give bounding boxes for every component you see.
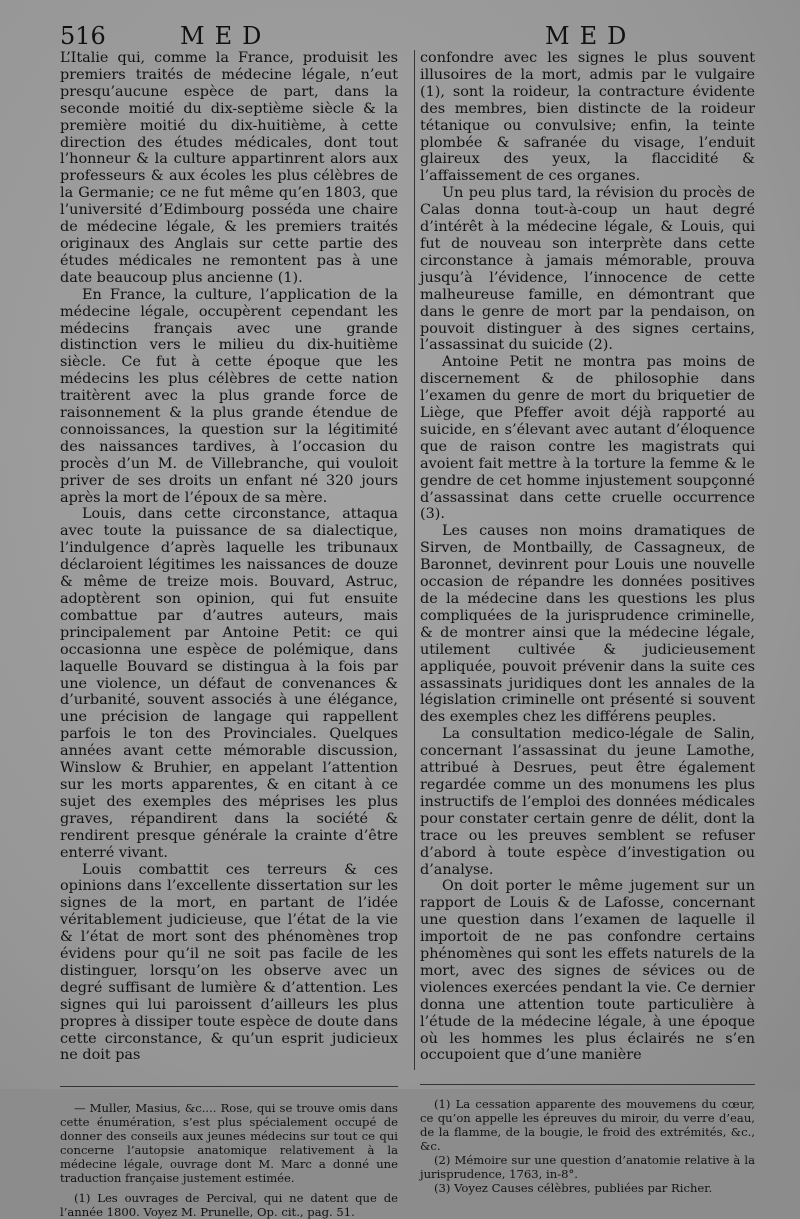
paragraph: En France, la culture, l’application de la médecine légale, occupèrent cependant les médecins français avec une grande distinction vers le milieu du dix-huitième siècle. Ce fut à cette époque que les médecins les plus célèbres de cette nation traitèrent avec la plus grande force de raisonnement & la plus grande étendue de connoissances, la question sur la légitimité des naissances tardives, à l’occasion du procès d’un M. de Villebranche, qui vouloit priver de ses droits un enfant né 320 jours après la mort de l’époux de sa mère. bbox=[60, 286, 398, 506]
page-number: 516 bbox=[60, 22, 106, 50]
footnote: (2) Mémoire sur une question d’anatomie relative à la jurisprudence, 1763, in-8°. bbox=[420, 1153, 755, 1182]
paragraph: On doit porter le même jugement sur un rapport de Louis & de Lafosse, concernant une question dans l’examen de laquelle il importoit de ne pas confondre certains phénomènes qui sont les effets naturels de la mort, avec des signes de sévices ou de violences exercées pendant la vie. Ce dernier donna une attention toute particulière à l’étude de la médecine légale, à une époque où les hommes les plus éclairés ne s’en occupoient que d’une manière bbox=[420, 878, 755, 1064]
paragraph: Un peu plus tard, la révision du procès de Calas donna tout-à-coup un haut degré d’intérêt à la médecine légale, & Louis, qui fut de nouveau son interprète dans cette circonstance à jamais mémorable, prouva jusqu’à l’évidence, l’innocence de cette malheureuse famille, en démontrant que dans le genre de mort par la pendaison, on pouvoit distinguer à des signes certains, l’assassinat du suicide (2). bbox=[420, 185, 755, 354]
paragraph: Louis combattit ces terreurs & ces opinions dans l’excellente dissertation sur les signes de la mort, en partant de l’idée véritablement judicieuse, que l’état de la vie & l’état de mort sont des phénomènes trop évidens pour qu’il ne soit pas facile de les distinguer, lorsqu’on les observe avec un degré suffisant de lumière & d’attention. Les signes qui lui paroissent d’ailleurs les plus propres à dissiper toute espèce de doute dans cette circonstance, & qu’un esprit judicieux ne doit pas bbox=[60, 861, 398, 1064]
column-divider bbox=[414, 50, 415, 1070]
footnote: — Muller, Masius, &c.... Rose, qui se trouve omis dans cette énumération, s’est plus spécialement occupé de donner des conseils aux jeunes médecins sur tout ce qui concerne l’autopsie anatomique relativement à la médecine légale, ouvrage dont M. Marc a donné une traduction française justement estimée. bbox=[60, 1101, 398, 1186]
right-column bbox=[420, 50, 755, 1195]
paragraph: La consultation medico-légale de Salin, concernant l’assassinat du jeune Lamothe, attribué à Desrues, peut être également regardée comme un des monumens les plus instructifs de l’emploi des données médicales pour constater certain genre de délit, dont la trace ou les preuves semblent se refuser d’abord à toute espèce d’investigation ou d’analyse. bbox=[420, 726, 755, 878]
footnote: (3) Voyez Causes célèbres, publiées par Richer. bbox=[434, 1181, 713, 1196]
footnote-rule bbox=[420, 1084, 755, 1085]
paragraph: Louis, dans cette circonstance, attaqua avec toute la puissance de sa dialectique, l’indulgence d’après laquelle les tribunaux déclaroient légitimes les naissances de douze & même de treize mois. Bouvard, Astruc, adoptèrent son opinion, qui fut ensuite combattue par d’autres auteurs, mais principalement par Antoine Petit: ce qui occasionna une espèce de polémique, dans laquelle Bouvard se distingua à la fois par une violence, un défaut de convenances & d’urbanité, souvent associés à une élégance, une précision de langage qui rappellent parfois le ton des Provinciales. Quelques années avant cette mémorable discussion, Winslow & Bruhier, en appelant l’attention sur les morts apparentes, & en citant à ce sujet des exemples des méprises les plus graves, répandirent dans la société & rendirent presque générale la crainte d’être enterré vivant. bbox=[60, 506, 398, 861]
footnote: (1) Les ouvrages de Percival, qui ne datent que de l’année 1800. Voyez M. Prunelle, Op. cit., pag. 51. bbox=[60, 1191, 398, 1219]
left-column bbox=[60, 50, 398, 1219]
paragraph: confondre avec les signes le plus souvent illusoires de la mort, admis par le vulgaire (1), sont la roideur, la contracture évidente des membres, bien distincte de la roideur tétanique ou convulsive; enfin, la teinte plombée & safranée du visage, l’enduit glaireux des yeux, la flaccidité & l’affaissement de ces organes. bbox=[420, 50, 755, 185]
paragraph: Antoine Petit ne montra pas moins de discernement & de philosophie dans l’examen du genre de mort du briquetier de Liège, que Pfeffer avoit déjà rapporté au suicide, en s’élevant avec autant d’éloquence que de raison contre les magistrats qui avoient fait mettre à la torture la femme & le gendre de cet homme injustement soupçonné d’assassinat dans cette cruelle occurrence (3). bbox=[420, 354, 755, 523]
paragraph: L’Italie qui, comme la France, produisit les premiers traités de médecine légale, n’eut presqu’aucune espèce de part, dans la seconde moitié du dix-septième siècle & la première moitié du dix-huitième, à cette direction des études médicales, dont tout l’honneur & la culture appartinrent alors aux professeurs & aux écoles les plus célèbres de la Germanie; ce ne fut même qu’en 1803, que l’université d’Edimbourg posséda une chaire de médecine légale, & les premiers traités originaux des Anglais sur cette partie des études médicales ne remontent pas à une date beaucoup plus ancienne (1). bbox=[60, 50, 398, 286]
running-head-left: MED bbox=[180, 22, 272, 50]
footnote-rule bbox=[60, 1086, 398, 1087]
paragraph: Les causes non moins dramatiques de Sirven, de Montbailly, de Cassagneux, de Baronnet, devinrent pour Louis une nouvelle occasion de répandre les données positives de la médecine dans les questions les plus compliquées de la jurisprudence criminelle, & de montrer ainsi que la médecine légale, utilement cultivée & judicieusement appliquée, pouvoit prévenir dans la suite ces assassinats juridiques dont les annales de la législation criminelle ont présenté si souvent des exemples chez les différens peuples. bbox=[420, 523, 755, 726]
running-head-right: MED bbox=[545, 22, 637, 50]
footnote: (1) La cessation apparente des mouvemens du cœur, ce qu’on appelle les épreuves du miroir, du verre d’eau, de la flamme, de la bougie, le froid des extrémités, &c., &c. bbox=[420, 1097, 755, 1154]
